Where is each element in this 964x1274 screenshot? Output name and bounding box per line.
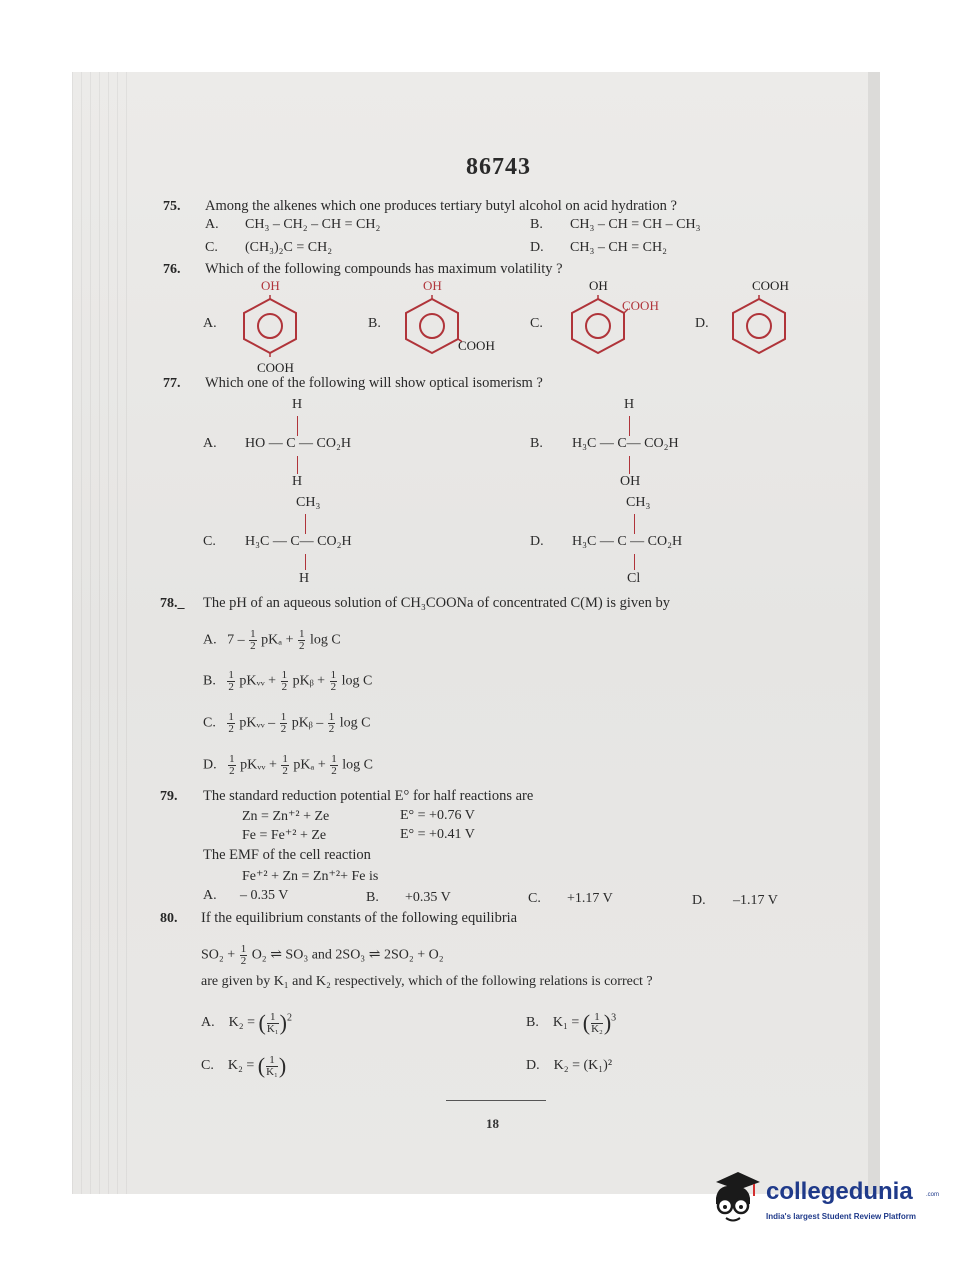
formula-option (203, 629, 341, 652)
exponent: 3 (611, 1012, 617, 1024)
fraction: $\frac{1}{\text{K₂}}$ (591, 1010, 603, 1035)
question-text: Which one of the following will show optical isomerism ? (205, 375, 543, 391)
fraction: $\frac{1}{2}$ (282, 753, 288, 777)
formula-term: log C (339, 715, 371, 731)
question-number: 78._ (160, 596, 185, 611)
formula-term: log C (342, 757, 373, 773)
structure-top: H (624, 397, 635, 412)
question-number: 75. (163, 199, 181, 214)
fraction: $\frac{1}{2}$ (331, 753, 337, 777)
formula-option (203, 712, 370, 735)
structure-bottom: H (299, 571, 310, 586)
cell-reaction: Fe⁺² + Zn = Zn⁺²+ Fe is (242, 869, 379, 884)
exponent: 2 (286, 1012, 292, 1024)
equation-part: 2SO₂ + O₂ (383, 947, 444, 963)
option-label: C. (201, 1058, 214, 1074)
logo-wordmark: collegedunia (766, 1178, 913, 1205)
benzene-ring-icon (729, 295, 789, 357)
option-label: B. (526, 1015, 539, 1031)
formula-option: A. K₂ = ( $\frac{1}{\text{K₁}}$ )$^2$ (201, 1010, 292, 1035)
question-text: The pH of an aqueous solution of CH₃COONa of concentrated C(M) is given by (203, 595, 670, 611)
scan-artifact (72, 72, 132, 1194)
fraction: $\frac{1}{2}$ (229, 753, 235, 777)
formula-option (203, 670, 372, 693)
option-label: C. (203, 715, 216, 731)
question-number: 76. (163, 262, 181, 277)
question-number: 79. (160, 789, 178, 804)
option-text: –1.17 V (733, 893, 778, 908)
substituent-label: OH (423, 278, 442, 293)
formula-term: 7 – (227, 632, 245, 648)
question-text: Which of the following compounds has maximum volatility ? (205, 261, 563, 277)
half-reaction: Zn = Zn⁺² + Ze (242, 809, 330, 824)
option-label: B. (366, 890, 379, 905)
fraction: $\frac{1}{2}$ (328, 711, 335, 735)
option-label: B. (203, 673, 216, 689)
equation-part: SO₂ + (201, 947, 236, 963)
option-label: D. (530, 240, 544, 255)
question-text: The standard reduction potential E° for half reactions are (203, 788, 534, 804)
question-text: are given by K₁ and K₂ respectively, which of the following relations is correct ? (201, 974, 653, 989)
fraction: $\frac{1}{2}$ (281, 669, 288, 693)
option-text: CH₃ – CH₂ – CH = CH₂ (245, 217, 381, 232)
option-label: B. (530, 217, 543, 232)
option-label: C. (528, 891, 541, 906)
half-reaction: Fe = Fe⁺² + Ze (242, 828, 327, 843)
footer-rule (446, 1100, 546, 1101)
question-number: 77. (163, 376, 181, 391)
option-label: D. (692, 893, 706, 908)
structure-middle: H₃C — C — CO₂H (572, 534, 683, 549)
formula-term: pKᵥᵥ – (239, 715, 276, 731)
question-number: 80. (160, 911, 178, 926)
equation-part: O₂ (251, 947, 267, 963)
formula-term: log C (341, 673, 373, 689)
question-text: The EMF of the cell reaction (203, 847, 371, 863)
formula-term: K₁ = (552, 1015, 580, 1031)
formula-option: B. K₁ = ( $\frac{1}{\text{K₂}}$ )$^3$ (526, 1010, 617, 1035)
option-label: A. (203, 632, 217, 648)
paper-code: 86743 (466, 154, 531, 180)
formula-term: K₂ = (227, 1058, 255, 1074)
option-label: A. (203, 888, 217, 903)
fraction: $\frac{1}{2}$ (228, 669, 234, 693)
substituent-label: COOH (257, 360, 294, 375)
option-text: CH₃ – CH = CH₂ (570, 240, 668, 255)
question-text: If the equilibrium constants of the following equilibria (201, 910, 518, 926)
equilibrium-equation (201, 944, 444, 967)
option-text: +1.17 V (567, 891, 613, 906)
page-edge (868, 72, 880, 1194)
formula-term: pKₐ + (261, 632, 294, 648)
structure-top: CH₃ (626, 495, 651, 510)
option-label: D. (530, 534, 544, 549)
scanned-page (72, 72, 880, 1194)
substituent-label: COOH (458, 338, 495, 353)
formula-term: K₂ = (228, 1015, 256, 1031)
fraction: $\frac{1}{2}$ (330, 669, 337, 693)
substituent-label: OH (589, 278, 608, 293)
benzene-ring-icon (568, 295, 628, 357)
formula-option (203, 754, 373, 777)
potential-value: E° = +0.41 V (400, 827, 475, 842)
question-text: Among the alkenes which one produces tertiary butyl alcohol on acid hydration ? (205, 198, 677, 214)
benzene-ring-icon (240, 295, 300, 357)
option-text: – 0.35 V (240, 888, 289, 903)
substituent-label: OH (261, 278, 280, 293)
option-label: B. (368, 316, 381, 331)
option-label: C. (530, 316, 543, 331)
formula-term: pKᵦ + (292, 673, 326, 689)
option-text: (CH₃)₂C = CH₂ (245, 240, 333, 255)
structure-middle: HO — C — CO₂H (245, 436, 351, 451)
option-label: D. (695, 316, 709, 331)
substituent-label: COOH (622, 298, 659, 313)
option-label: B. (530, 436, 543, 451)
logo-tagline: India's largest Student Review Platform (766, 1212, 916, 1221)
option-label: C. (203, 534, 216, 549)
option-label: A. (201, 1015, 215, 1031)
equilibrium-arrows-icon: ⇌ (368, 947, 381, 963)
formula-term: pKₐ + (293, 757, 326, 773)
structure-bottom: Cl (627, 571, 641, 586)
substituent-label: COOH (752, 278, 789, 293)
formula-term: pKᵥᵥ + (240, 757, 277, 773)
fraction: $\frac{1}{2}$ (280, 711, 287, 735)
structure-bottom: H (292, 474, 303, 489)
fraction: $\frac{1}{\text{K₁}}$ (266, 1053, 278, 1078)
formula-term: pKᵦ – (291, 715, 324, 731)
option-text: CH₃ – CH = CH – CH₃ (570, 217, 701, 232)
structure-top: H (292, 397, 303, 412)
formula-term: pKᵥᵥ + (239, 673, 277, 689)
equilibrium-arrows-icon: ⇌ (270, 947, 282, 963)
benzene-ring-icon (402, 295, 462, 357)
option-label: A. (203, 316, 217, 331)
formula-option: C. K₂ = ( $\frac{1}{\text{K₁}}$ ) (201, 1053, 287, 1078)
option-label: C. (205, 240, 218, 255)
option-text: +0.35 V (405, 890, 451, 905)
structure-top: CH₃ (296, 495, 321, 510)
formula-term: log C (309, 632, 341, 648)
option-label: A. (205, 217, 219, 232)
structure-bottom: OH (620, 474, 641, 489)
structure-middle: H₃C — C— CO₂H (245, 534, 352, 549)
fraction: $\frac{1}{2}$ (240, 943, 247, 967)
page-number: 18 (486, 1116, 499, 1131)
fraction: $\frac{1}{2}$ (250, 628, 256, 652)
equation-part: SO₃ and 2SO₃ (285, 947, 366, 963)
structure-middle: H₃C — C— CO₂H (572, 436, 679, 451)
potential-value: E° = +0.76 V (400, 808, 475, 823)
option-label: D. (203, 757, 217, 773)
fraction: $\frac{1}{2}$ (298, 628, 305, 652)
fraction: $\frac{1}{\text{K₁}}$ (266, 1010, 279, 1035)
formula-option (526, 1058, 612, 1074)
option-label: D. (526, 1058, 540, 1073)
option-label: A. (203, 436, 217, 451)
collegedunia-logo[interactable] (706, 1166, 946, 1230)
option-text: K₂ = (K₁)² (553, 1058, 613, 1073)
mascot-icon (708, 1168, 762, 1224)
fraction: $\frac{1}{2}$ (228, 711, 234, 735)
logo-suffix: .com (926, 1192, 940, 1198)
